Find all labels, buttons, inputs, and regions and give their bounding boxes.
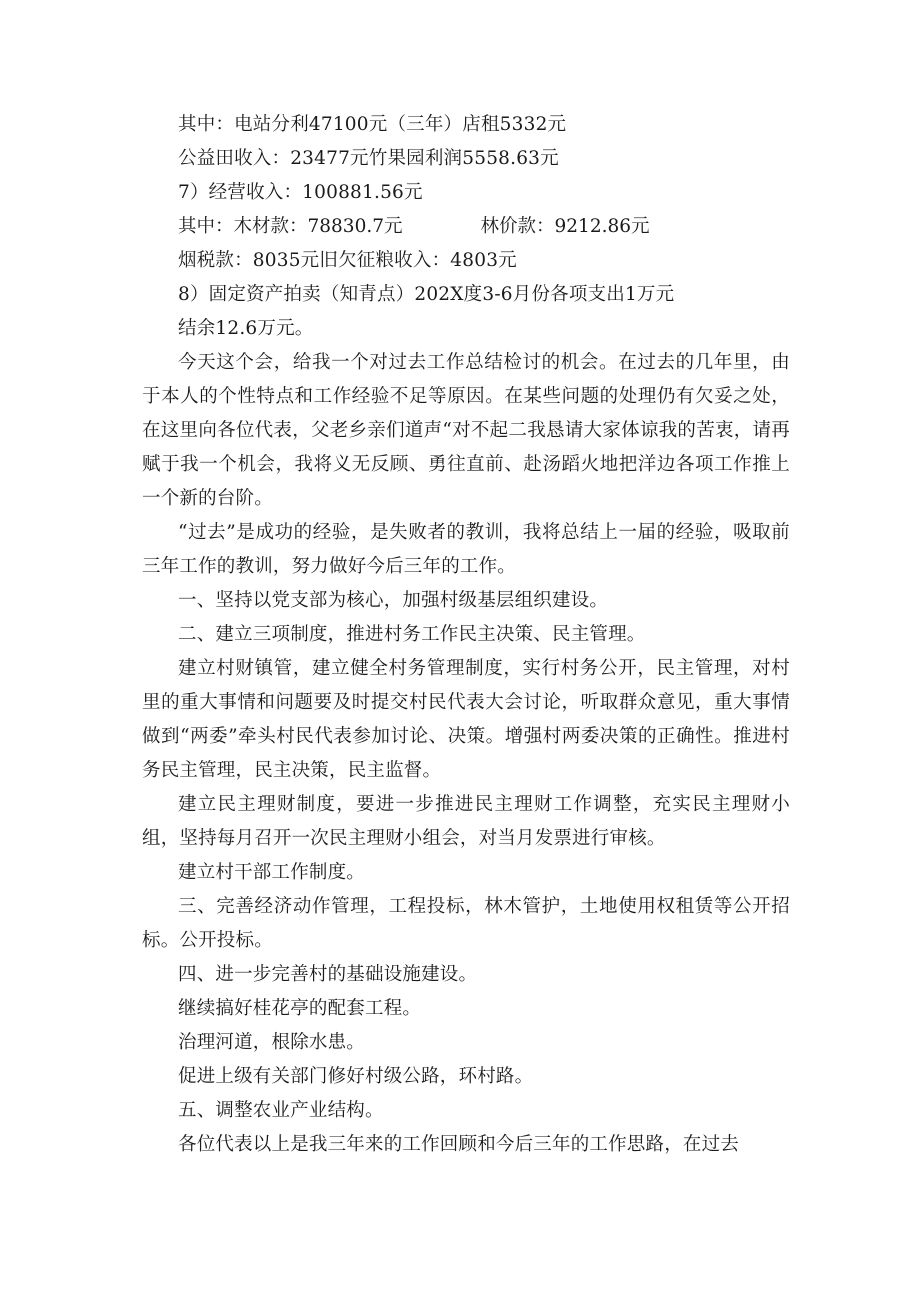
text-line-cadre-system: 建立村干部工作制度。	[178, 862, 366, 883]
document-body	[142, 108, 790, 1162]
paragraph-self-review: 今天这个会，给我一个对过去工作总结检讨的机会。在过去的几年里，由于本人的个性特点和工作经验不足等原因。在某些问题的处理仍有欠妥之处，在这里向各位代表，父老乡亲们道声“对不起二我恳请大家体谅我的苦衷，请再赋于我一个机会，我将义无反顾、勇往直前、赴汤蹈火地把洋边各项工作推上一个新的台阶。	[142, 352, 790, 509]
text-line-business-income: 7）经营收入：100881.56元	[178, 182, 423, 203]
forest-price-text: 林价款：9212.86元	[480, 216, 650, 237]
text-line-roads: 促进上级有关部门修好村级公路，环村路。	[178, 1066, 534, 1087]
text-line-pavilion: 继续搞好桂花亭的配套工程。	[178, 998, 422, 1019]
text-line-fixed-assets: 8）固定资产拍卖（知青点）202X度3-6月份各项支出1万元	[178, 284, 675, 305]
paragraph-democratic-finance: 建立民主理财制度，要进一步推进民主理财工作调整，充实民主理财小组，坚持每月召开一次民主理财小组会，对当月发票进行审核。	[142, 794, 790, 849]
paragraph-past-lessons: “过去”是成功的经验，是失败者的教训，我将总结上一届的经验，吸取前三年工作的教训，努力做好今后三年的工作。	[142, 522, 790, 577]
text-line-balance: 结余12.6万元。	[178, 318, 314, 339]
text-line-power-station: 其中：电站分利47100元（三年）店租5332元	[178, 114, 567, 135]
section-heading-five: 五、调整农业产业结构。	[178, 1100, 384, 1121]
text-line-river: 治理河道，根除水患。	[178, 1032, 366, 1053]
paragraph-village-finance: 建立村财镇管，建立健全村务管理制度，实行村务公开，民主管理，对村里的重大事情和问题要及时提交村民代表大会讨论，听取群众意见，重大事情做到“两委”牵头村民代表参加讨论、决策。增强村两委决策的正确性。推进村务民主管理，民主决策，民主监督。	[142, 658, 790, 781]
section-heading-one: 一、坚持以党支部为核心，加强村级基层组织建设。	[178, 590, 609, 611]
wood-payment-text: 其中：木材款：78830.7元	[178, 216, 403, 237]
section-heading-four: 四、进一步完善村的基础设施建设。	[178, 964, 478, 985]
section-heading-three: 三、完善经济动作管理，工程投标，林木管护，土地使用权租赁等公开招标。公开投标。	[142, 896, 790, 951]
text-line-wood-income	[142, 210, 790, 244]
text-line-closing: 各位代表以上是我三年来的工作回顾和今后三年的工作思路，在过去	[178, 1134, 740, 1155]
section-heading-two: 二、建立三项制度，推进村务工作民主决策、民主管理。	[178, 624, 646, 645]
text-line-tobacco-tax: 烟税款：8035元旧欠征粮收入：4803元	[178, 250, 517, 271]
text-line-public-field: 公益田收入：23477元竹果园利润5558.63元	[178, 148, 559, 169]
